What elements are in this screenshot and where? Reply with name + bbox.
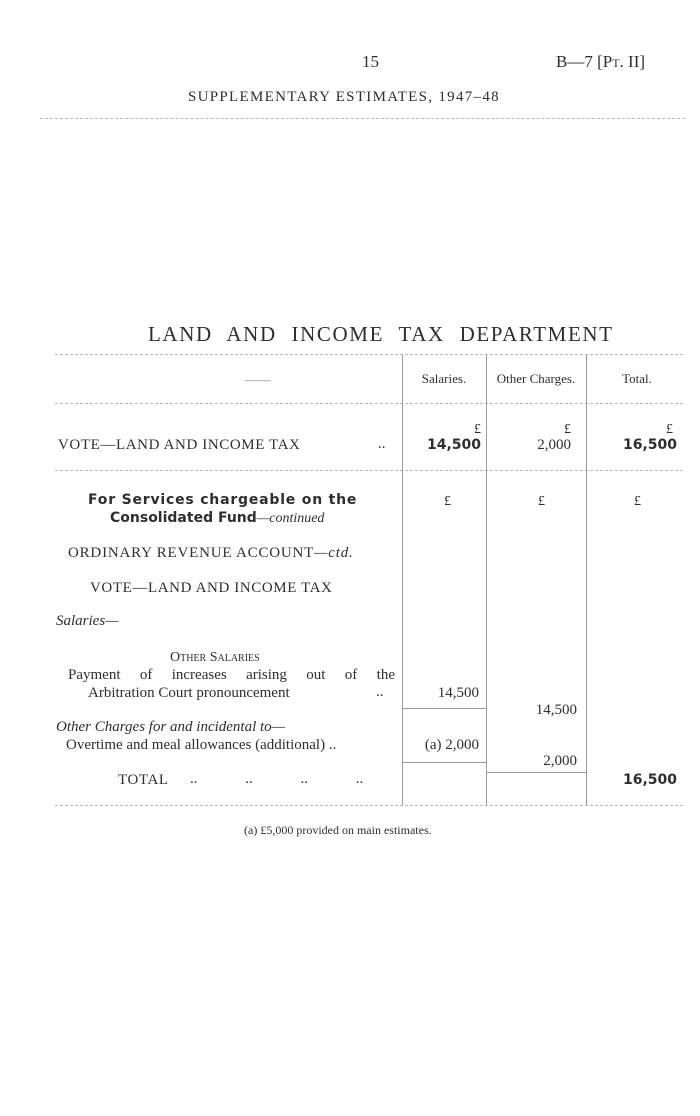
total-label: TOTAL <box>118 772 169 788</box>
summary-rule <box>55 470 683 471</box>
summary-total-value: 16,500 <box>622 437 677 453</box>
description-column-header: —— <box>245 372 271 387</box>
overtime-description: Overtime and meal allowances (additional) .. <box>66 737 337 753</box>
detail-total-currency: £ <box>634 494 641 509</box>
summary-vote-label: VOTE—LAND AND INCOME TAX <box>58 437 301 453</box>
salaries-subtotal: 14,500 <box>535 702 577 718</box>
salaries-heading: Salaries— <box>56 613 119 629</box>
other-salaries-heading: Other Salaries <box>170 650 260 665</box>
other-charges-heading: Other Charges for and incidental to— <box>56 719 286 735</box>
page-number: 15 <box>362 52 379 71</box>
payment-description-line2: Arbitration Court pronouncement <box>88 685 290 701</box>
detail-other-charges-currency: £ <box>538 494 545 509</box>
services-heading-line2 <box>110 510 324 527</box>
other-charges-subtotal-rule-lower <box>486 772 586 773</box>
summary-salaries-value: 14,500 <box>426 437 481 453</box>
salaries-subtotal-rule <box>402 708 486 709</box>
summary-other-charges-value: 2,000 <box>537 437 571 453</box>
payment-leader: .. <box>376 684 384 700</box>
payment-description-line1: Payment of increases arising out of the <box>68 667 395 683</box>
table-bottom-rule <box>55 805 683 806</box>
total-leaders: .. .. .. .. <box>190 771 364 787</box>
vote-heading: VOTE—LAND AND INCOME TAX <box>90 580 333 596</box>
summary-total-currency: £ <box>666 422 673 437</box>
salaries-divider <box>402 355 403 805</box>
overtime-amount: (a) 2,000 <box>424 737 479 753</box>
summary-salaries-currency: £ <box>474 422 481 437</box>
table-top-rule <box>55 354 683 355</box>
salaries-column-header: Salaries. <box>421 371 467 386</box>
services-heading-line1: For Services chargeable on the <box>88 492 358 508</box>
other-charges-divider <box>486 355 487 805</box>
continued-text: —continued <box>256 511 325 526</box>
total-column-header: Total. <box>622 371 652 386</box>
footnote: (a) £5,000 provided on main estimates. <box>244 823 432 837</box>
department-title: LAND AND INCOME TAX DEPARTMENT <box>148 322 614 346</box>
other-charges-subtotal: 2,000 <box>543 753 577 769</box>
detail-salaries-currency: £ <box>444 494 451 509</box>
other-charges-column-header: Other Charges. <box>496 371 576 386</box>
column-header-rule <box>55 403 683 404</box>
summary-leader: .. <box>378 436 386 452</box>
running-title: SUPPLEMENTARY ESTIMATES, 1947–48 <box>188 89 500 105</box>
other-charges-subtotal-rule-upper <box>402 762 486 763</box>
account-ctd-text: —ctd. <box>314 545 354 561</box>
summary-other-charges-currency: £ <box>564 422 571 437</box>
document-reference: B—7 [Pt. II] <box>556 52 646 71</box>
payment-amount: 14,500 <box>437 685 479 701</box>
header-rule <box>40 118 685 119</box>
consolidated-fund-text: Consolidated Fund <box>110 510 257 526</box>
total-amount: 16,500 <box>622 772 677 788</box>
total-divider <box>586 355 587 805</box>
account-heading-text: ORDINARY REVENUE ACCOUNT <box>68 545 315 561</box>
account-heading <box>68 545 354 562</box>
